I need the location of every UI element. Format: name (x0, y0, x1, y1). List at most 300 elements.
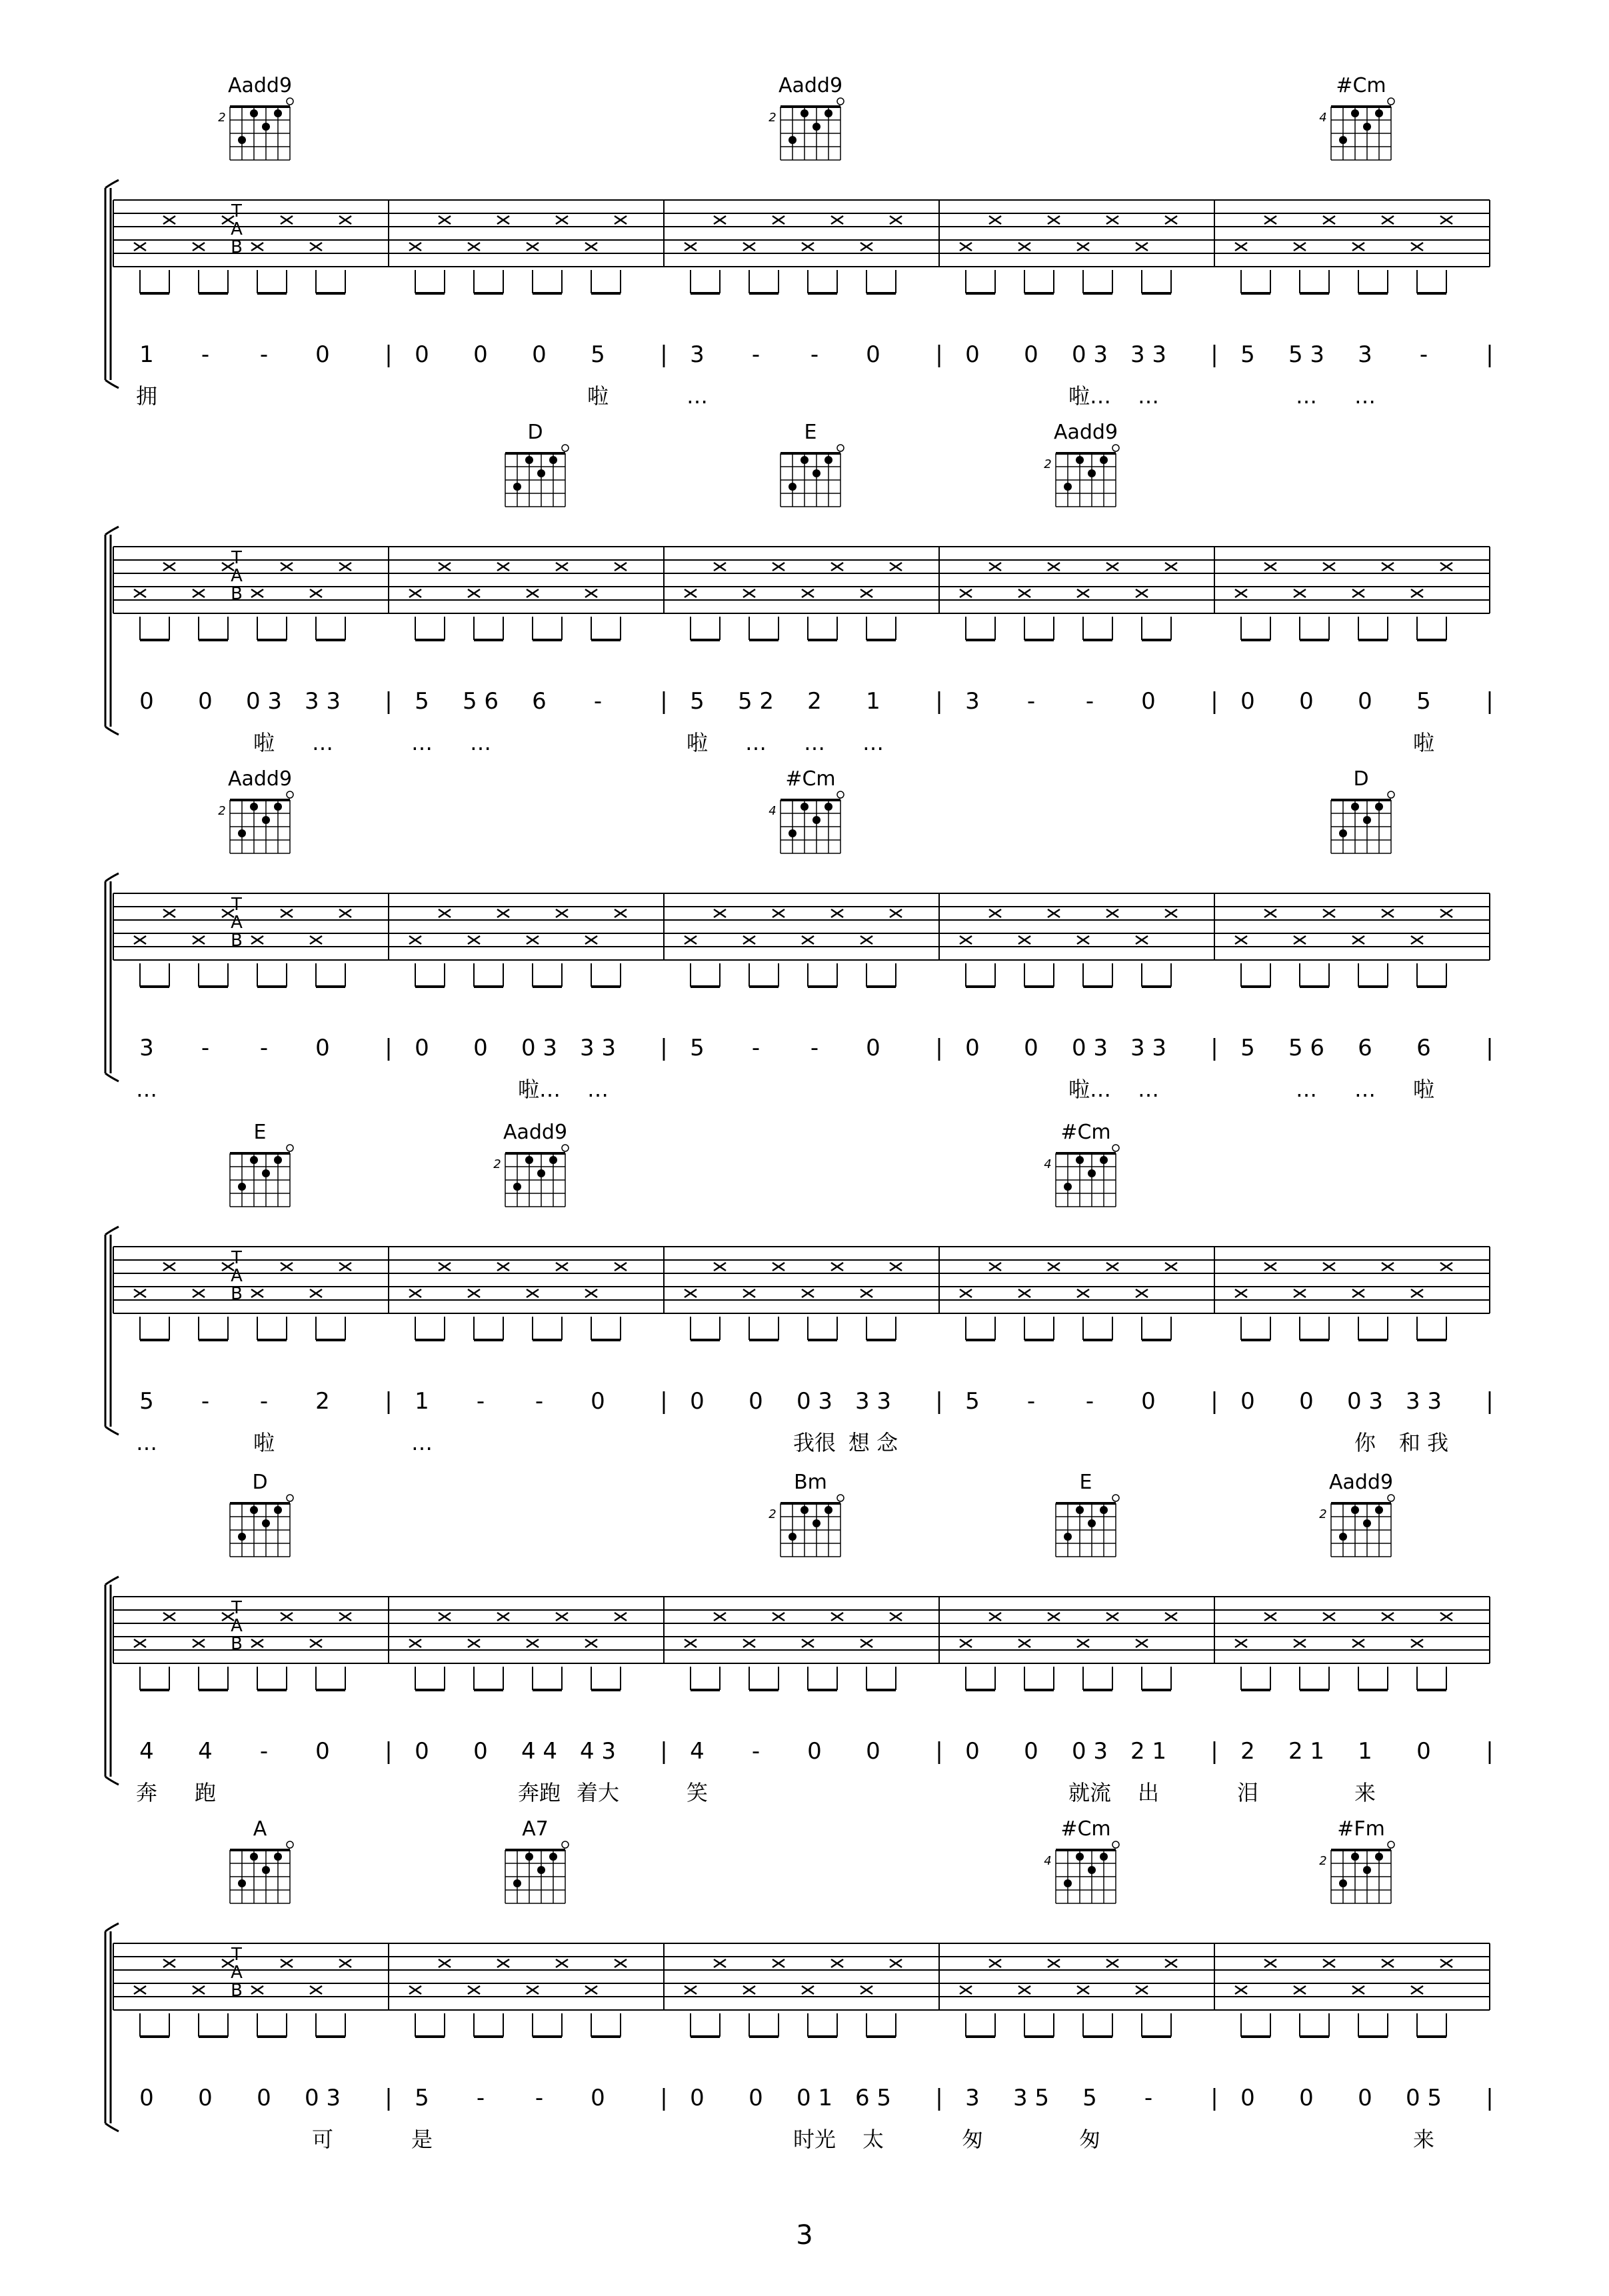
tab-note-x (439, 216, 451, 224)
tab-note-x (409, 243, 421, 251)
system-bracket-cap (105, 1577, 119, 1785)
tab-note-x (714, 1959, 726, 1967)
notation-barline: | (935, 688, 943, 715)
jianpu-note: 0 (807, 1738, 822, 1765)
jianpu-note: 0 (315, 341, 330, 368)
jianpu-note: 4 (198, 1738, 213, 1765)
chord-finger-dot (824, 109, 832, 117)
chord-open-string (1388, 1841, 1394, 1848)
tab-note-x (1136, 1986, 1148, 1994)
chord-finger-dot (274, 1506, 282, 1514)
tab-note-x (615, 1613, 627, 1621)
chord-name: D (527, 421, 543, 444)
jianpu-note: 1 (1358, 1738, 1372, 1765)
tab-note-x (1440, 1959, 1452, 1967)
chord-finger-dot (1339, 829, 1347, 837)
jianpu-note: 3 (139, 1035, 154, 1061)
tab-note-x (831, 1959, 843, 1967)
chord-finger-dot (262, 123, 270, 131)
jianpu-note: 0 (198, 688, 213, 715)
tab-clef-letter: A (231, 1963, 243, 1983)
lyric-text: 啦 (686, 730, 709, 755)
tab-note-x (468, 936, 480, 944)
tab-clef-letter: B (231, 1981, 243, 2001)
tab-note-x (1323, 216, 1335, 224)
tab-note-x (615, 909, 627, 917)
chord-finger-dot (824, 803, 832, 811)
jianpu-note: 3 (965, 688, 980, 715)
jianpu-note: 5 (1082, 2085, 1097, 2111)
tab-note-x (714, 216, 726, 224)
chord-finger-dot (1088, 469, 1096, 477)
tab-clef-letter: T (231, 201, 242, 221)
chord-open-string (1388, 1495, 1394, 1501)
chord-finger-dot (525, 1853, 533, 1861)
jianpu-note: 0 (866, 341, 880, 368)
tab-note-x (163, 216, 175, 224)
tab-note-x (685, 589, 697, 597)
jianpu-note: 4 3 (579, 1738, 617, 1765)
tab-note-x (468, 589, 480, 597)
jianpu-note: 0 3 (1071, 1738, 1108, 1765)
tab-note-x (960, 1289, 972, 1297)
chord-finger-dot (1076, 1506, 1084, 1514)
notation-barline: | (1486, 1035, 1494, 1061)
chord-finger-dot (250, 1506, 258, 1514)
tab-note-x (831, 909, 843, 917)
tab-note-x (1106, 1263, 1118, 1271)
tab-note-x (1264, 1959, 1276, 1967)
tab-note-x (743, 1289, 755, 1297)
tab-note-x (251, 1639, 263, 1647)
chord-name: A7 (522, 1817, 549, 1841)
jianpu-note: - (1026, 1388, 1036, 1415)
tab-note-x (1411, 1639, 1423, 1647)
tab-note-x (556, 1959, 568, 1967)
tab-note-x (1018, 243, 1030, 251)
chord-finger-dot (1100, 456, 1108, 464)
chord-finger-dot (250, 1156, 258, 1164)
tab-note-x (527, 243, 539, 251)
tab-note-x (497, 563, 509, 571)
jianpu-note: 0 3 (1071, 1035, 1108, 1061)
chord-finger-dot (274, 803, 282, 811)
lyric-text: … (470, 730, 491, 755)
system-bracket-cap (105, 180, 119, 388)
page-number: 3 (796, 2220, 813, 2251)
tab-note-x (989, 1959, 1001, 1967)
tab-clef-letter: T (231, 1598, 242, 1618)
system-bracket (105, 1931, 111, 2123)
chord-name: #Cm (1060, 1121, 1111, 1144)
jianpu-note: - (751, 341, 761, 368)
tab-note-x (1264, 909, 1276, 917)
tab-note-x (409, 1289, 421, 1297)
chord-open-string (1112, 1841, 1119, 1848)
tab-note-x (1136, 936, 1148, 944)
tab-note-x (251, 589, 263, 597)
tab-note-x (1411, 589, 1423, 597)
system-bracket (105, 535, 111, 727)
tab-note-x (134, 936, 146, 944)
tab-note-x (339, 563, 351, 571)
tab-note-x (802, 1639, 814, 1647)
jianpu-note: 5 (591, 341, 605, 368)
jianpu-note: 3 5 (1012, 2085, 1050, 2111)
tab-note-x (890, 1959, 902, 1967)
tab-note-x (743, 1986, 755, 1994)
tab-note-x (1165, 563, 1177, 571)
jianpu-note: 2 1 (1288, 1738, 1325, 1765)
tab-note-x (1294, 1986, 1306, 1994)
jianpu-note: 3 (965, 2085, 980, 2111)
tab-note-x (1077, 1289, 1089, 1297)
chord-fret-number: 2 (1044, 457, 1052, 471)
tab-note-x (831, 563, 843, 571)
jianpu-note: 5 (1240, 341, 1255, 368)
notation-barline: | (660, 1738, 668, 1765)
jianpu-note: 3 3 (854, 1388, 892, 1415)
tab-note-x (556, 563, 568, 571)
chord-fret-number: 4 (1319, 111, 1327, 125)
tab-note-x (1077, 1986, 1089, 1994)
jianpu-note: 0 (139, 2085, 154, 2111)
tab-note-x (310, 243, 322, 251)
chord-name: Bm (794, 1471, 827, 1494)
lyric-text: 匆 (1078, 2127, 1101, 2152)
tab-note-x (615, 563, 627, 571)
lyric-text: 匆 (961, 2127, 984, 2152)
tab-note-x (1411, 243, 1423, 251)
tab-note-x (743, 1639, 755, 1647)
tab-note-x (714, 1263, 726, 1271)
chord-finger-dot (801, 803, 808, 811)
jianpu-note: 0 (473, 341, 488, 368)
tab-note-x (860, 936, 872, 944)
chord-finger-dot (789, 136, 797, 144)
jianpu-note: 5 (690, 1035, 705, 1061)
jianpu-note: 0 (1141, 1388, 1156, 1415)
jianpu-note: - (1144, 2085, 1153, 2111)
lyric-text: … (411, 730, 433, 755)
jianpu-note: - (1085, 1388, 1094, 1415)
tab-note-x (1382, 1613, 1394, 1621)
jianpu-note: 0 (139, 688, 154, 715)
chord-open-string (837, 791, 844, 798)
tab-note-x (1352, 1639, 1364, 1647)
tab-note-x (1352, 589, 1364, 597)
jianpu-note: 0 3 (521, 1035, 558, 1061)
tab-note-x (251, 243, 263, 251)
chord-name: Aadd9 (778, 74, 843, 97)
tab-note-x (1048, 1613, 1060, 1621)
tab-clef-letter: A (231, 566, 243, 586)
notation-barline: | (660, 1035, 668, 1061)
tab-note-x (1077, 243, 1089, 251)
chord-fret-number: 2 (493, 1157, 501, 1171)
chord-finger-dot (262, 1169, 270, 1177)
system-bracket-cap (105, 873, 119, 1081)
chord-finger-dot (537, 1866, 545, 1874)
jianpu-note: 0 (1299, 1388, 1314, 1415)
tab-note-x (685, 1289, 697, 1297)
chord-finger-dot (801, 456, 808, 464)
tab-note-x (163, 1959, 175, 1967)
lyric-text: 就流 (1068, 1780, 1112, 1805)
chord-finger-dot (1351, 109, 1359, 117)
chord-finger-dot (824, 456, 832, 464)
notation-barline: | (1486, 688, 1494, 715)
tab-note-x (1440, 216, 1452, 224)
lyric-text: … (804, 730, 825, 755)
jianpu-note: 0 (1141, 688, 1156, 715)
jianpu-note: 3 3 (304, 688, 341, 715)
tab-note-x (339, 909, 351, 917)
chord-finger-dot (1100, 1853, 1108, 1861)
tab-note-x (251, 1289, 263, 1297)
jianpu-note: 0 (591, 2085, 605, 2111)
notation-barline: | (385, 1035, 393, 1061)
tab-note-x (960, 1639, 972, 1647)
chord-finger-dot (513, 483, 521, 491)
jianpu-note: 3 (690, 341, 705, 368)
chord-open-string (287, 1145, 293, 1151)
chord-finger-dot (1351, 803, 1359, 811)
jianpu-note: 0 (415, 1035, 429, 1061)
tab-note-x (890, 1613, 902, 1621)
tab-note-x (409, 589, 421, 597)
jianpu-note: 2 (315, 1388, 330, 1415)
lyric-text: 啦 (253, 1430, 275, 1455)
tab-note-x (989, 1613, 1001, 1621)
jianpu-note: 0 (749, 1388, 763, 1415)
chord-finger-dot (238, 1879, 246, 1887)
jianpu-note: 1 (866, 688, 880, 715)
lyric-text: 和 我 (1398, 1430, 1449, 1455)
tab-note-x (890, 1263, 902, 1271)
chord-open-string (1112, 445, 1119, 451)
tab-note-x (773, 909, 785, 917)
chord-finger-dot (1076, 1853, 1084, 1861)
lyric-text: 跑 (194, 1780, 217, 1805)
tab-note-x (310, 589, 322, 597)
chord-open-string (1112, 1495, 1119, 1501)
lyric-text: 出 (1137, 1780, 1160, 1805)
lyric-text: 我很 (793, 1430, 836, 1455)
tab-note-x (281, 216, 293, 224)
chord-finger-dot (1363, 1866, 1371, 1874)
tab-note-x (831, 1263, 843, 1271)
tab-note-x (1048, 563, 1060, 571)
notation-barline: | (660, 341, 668, 368)
tab-note-x (585, 589, 597, 597)
tab-note-x (134, 1639, 146, 1647)
jianpu-note: - (1026, 688, 1036, 715)
tab-note-x (1440, 1613, 1452, 1621)
tab-note-x (409, 1986, 421, 1994)
jianpu-note: - (201, 1035, 210, 1061)
tab-note-x (802, 1986, 814, 1994)
tab-note-x (685, 1986, 697, 1994)
tab-note-x (860, 1986, 872, 1994)
tab-note-x (1382, 909, 1394, 917)
chord-finger-dot (250, 1853, 258, 1861)
chord-finger-dot (789, 483, 797, 491)
tab-note-x (1165, 216, 1177, 224)
jianpu-note: - (1419, 341, 1428, 368)
tab-note-x (1106, 909, 1118, 917)
jianpu-note: 0 (315, 1738, 330, 1765)
tab-note-x (1411, 1289, 1423, 1297)
chord-name: A (253, 1817, 267, 1841)
tab-note-x (163, 563, 175, 571)
tab-note-x (773, 1263, 785, 1271)
jianpu-note: 0 5 (1405, 2085, 1442, 2111)
chord-finger-dot (262, 816, 270, 824)
chord-finger-dot (1363, 123, 1371, 131)
chord-name: Aadd9 (503, 1121, 568, 1144)
jianpu-note: - (751, 1738, 761, 1765)
chord-name: Aadd9 (227, 767, 293, 791)
tab-note-x (989, 909, 1001, 917)
tab-note-x (989, 216, 1001, 224)
chord-fret-number: 4 (1044, 1157, 1052, 1171)
tab-note-x (1411, 936, 1423, 944)
lyric-text: 奔 (135, 1780, 158, 1805)
tab-note-x (1352, 243, 1364, 251)
lyric-text: 啦 (1412, 1077, 1435, 1102)
chord-finger-dot (812, 123, 820, 131)
tab-note-x (1235, 1986, 1247, 1994)
tab-note-x (989, 1263, 1001, 1271)
chord-name: D (252, 1471, 268, 1494)
tab-note-x (685, 243, 697, 251)
chord-fret-number: 2 (769, 1507, 777, 1521)
chord-finger-dot (274, 1156, 282, 1164)
tab-note-x (497, 1959, 509, 1967)
tab-note-x (1165, 1613, 1177, 1621)
tab-clef-letter: T (231, 895, 242, 915)
tab-note-x (251, 1986, 263, 1994)
notation-barline: | (935, 341, 943, 368)
jianpu-note: 1 (415, 1388, 429, 1415)
lyric-text: 是 (411, 2127, 433, 2152)
notation-barline: | (385, 341, 393, 368)
tab-note-x (831, 216, 843, 224)
tab-note-x (1440, 563, 1452, 571)
chord-open-string (287, 791, 293, 798)
tab-note-x (1048, 216, 1060, 224)
tab-note-x (439, 1959, 451, 1967)
lyric-text: 时光 (793, 2127, 836, 2152)
lyric-text: … (1354, 1077, 1376, 1102)
tab-note-x (1235, 936, 1247, 944)
jianpu-note: 5 6 (462, 688, 499, 715)
chord-fret-number: 2 (218, 111, 226, 125)
tab-note-x (1382, 216, 1394, 224)
tab-note-x (1440, 1263, 1452, 1271)
tab-clef-letter: A (231, 1616, 243, 1636)
tab-note-x (134, 1289, 146, 1297)
lyric-text: 泪 (1236, 1780, 1259, 1805)
tab-note-x (527, 589, 539, 597)
tab-note-x (281, 1263, 293, 1271)
tab-note-x (1294, 1289, 1306, 1297)
system-bracket-cap (105, 1227, 119, 1435)
chord-finger-dot (1339, 1533, 1347, 1541)
jianpu-note: 0 (965, 341, 980, 368)
jianpu-note: - (259, 1388, 269, 1415)
tab-note-x (1136, 243, 1148, 251)
notation-barline: | (660, 688, 668, 715)
chord-open-string (562, 445, 569, 451)
tab-note-x (615, 216, 627, 224)
tab-note-x (1323, 1613, 1335, 1621)
tab-note-x (585, 1639, 597, 1647)
jianpu-note: 0 (415, 1738, 429, 1765)
tab-note-x (1235, 1289, 1247, 1297)
tab-note-x (1106, 563, 1118, 571)
chord-finger-dot (1375, 1506, 1383, 1514)
tab-note-x (468, 1986, 480, 1994)
tab-note-x (439, 563, 451, 571)
tab-note-x (163, 909, 175, 917)
lyric-text: 着大 (576, 1780, 620, 1805)
jianpu-note: - (259, 341, 269, 368)
chord-finger-dot (824, 1506, 832, 1514)
jianpu-note: 0 (749, 2085, 763, 2111)
lyric-text: 太 (862, 2127, 884, 2152)
notation-barline: | (935, 1035, 943, 1061)
tab-note-x (281, 1613, 293, 1621)
chord-name: #Fm (1337, 1817, 1385, 1841)
chord-finger-dot (549, 1156, 557, 1164)
jianpu-note: - (201, 341, 210, 368)
chord-open-string (287, 1841, 293, 1848)
chord-finger-dot (1375, 803, 1383, 811)
tab-note-x (468, 1639, 480, 1647)
tab-note-x (1165, 1959, 1177, 1967)
jianpu-note: 0 (866, 1738, 880, 1765)
tab-note-x (960, 936, 972, 944)
lyric-text: 啦… (517, 1077, 561, 1102)
tab-note-x (1165, 909, 1177, 917)
tab-note-x (1352, 1986, 1364, 1994)
notation-barline: | (660, 1388, 668, 1415)
jianpu-note: - (593, 688, 603, 715)
jianpu-note: 2 (807, 688, 822, 715)
chord-finger-dot (1375, 109, 1383, 117)
tab-clef-letter: A (231, 219, 243, 239)
jianpu-note: 0 (1240, 1388, 1255, 1415)
chord-finger-dot (262, 1519, 270, 1527)
chord-finger-dot (1351, 1506, 1359, 1514)
chord-name: D (1353, 767, 1369, 791)
tab-note-x (1018, 1639, 1030, 1647)
tab-note-x (497, 1613, 509, 1621)
lyric-text: … (1138, 1077, 1159, 1102)
lyric-text: 来 (1354, 1780, 1376, 1805)
jianpu-note: 3 3 (1405, 1388, 1442, 1415)
chord-fret-number: 2 (769, 111, 777, 125)
tab-note-x (163, 1263, 175, 1271)
chord-finger-dot (549, 1853, 557, 1861)
chord-finger-dot (549, 456, 557, 464)
tab-note-x (497, 1263, 509, 1271)
tab-clef-letter: T (231, 1248, 242, 1268)
jianpu-note: 5 (415, 2085, 429, 2111)
jianpu-note: 0 1 (796, 2085, 833, 2111)
